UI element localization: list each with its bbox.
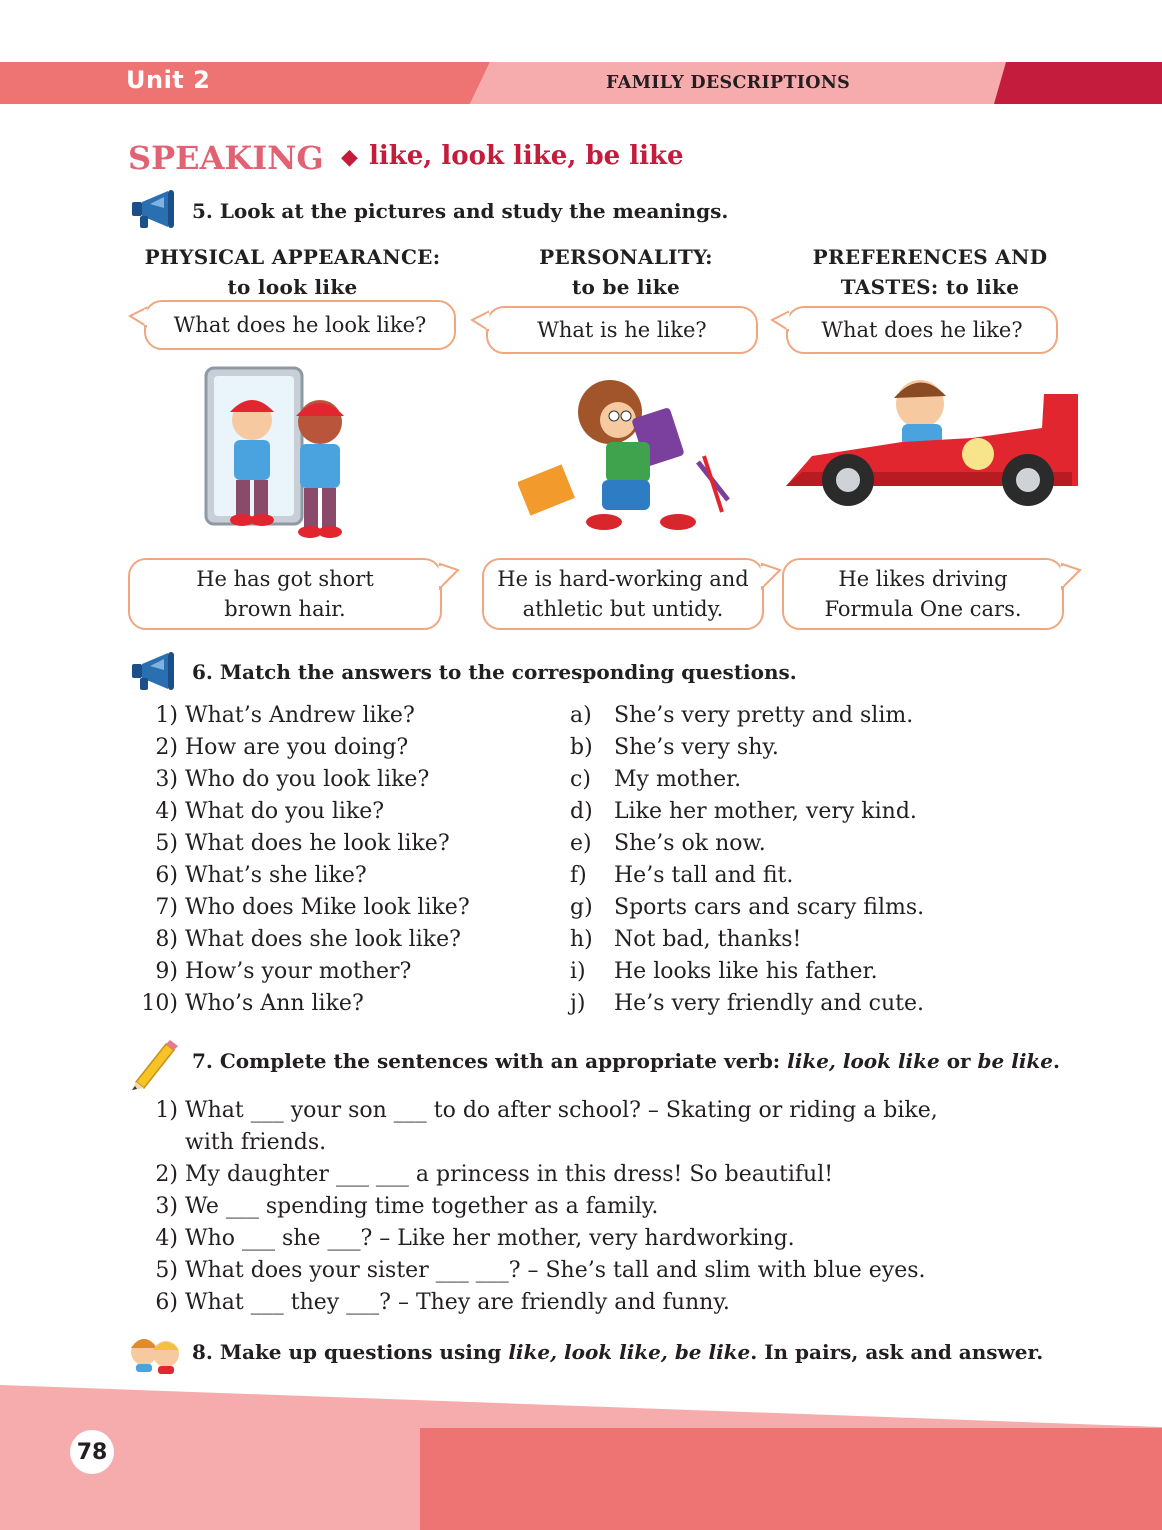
section-title: SPEAKING (128, 139, 324, 177)
question-bubble-3: What does he like? (786, 306, 1058, 354)
list-item: a) She’s very pretty and slim. (570, 703, 914, 728)
answer-bubble-1 (128, 558, 442, 630)
answer-3-line2: Formula One cars. (824, 597, 1022, 621)
answer-bubble-2 (482, 558, 764, 630)
list-item: 10) Who’s Ann like? (141, 991, 364, 1016)
ex8-instruction: 8. Make up questions using like, look like, be like. In pairs, ask and answer. (192, 1340, 1044, 1364)
busy-boy-illustration (518, 372, 740, 542)
list-item: b) She’s very shy. (570, 735, 779, 760)
header-band-left (0, 62, 490, 104)
list-item: c) My mother. (570, 767, 742, 792)
list-item: 4) Who ___ she ___? – Like her mother, very hardworking. (155, 1226, 795, 1251)
diamond-icon: ◆ (341, 145, 358, 170)
header-band-right (994, 62, 1162, 104)
list-item: j) He’s very friendly and cute. (570, 991, 924, 1016)
bubble-tail (470, 310, 490, 334)
ex6-answers (570, 700, 924, 1020)
section-subtitle: like, look like, be like (369, 141, 684, 171)
list-item: g) Sports cars and scary films. (570, 895, 925, 920)
megaphone-icon (130, 188, 182, 230)
ex6-questions (130, 700, 470, 1020)
unit-label: Unit 2 (126, 66, 211, 94)
racing-car-illustration (782, 368, 1082, 508)
footer-band-dark (420, 1428, 1162, 1530)
list-item: 5) What does he look like? (155, 831, 450, 856)
question-bubble-1: What does he look like? (144, 300, 456, 350)
page-number: 78 (70, 1430, 114, 1474)
ex7-instruction: 7. Complete the sentences with an appropriate verb: like, look like or be like. (192, 1049, 1060, 1073)
list-item: 3) We ___ spending time together as a family. (155, 1194, 659, 1219)
answer-bubble-3 (782, 558, 1064, 630)
list-item: with friends. (185, 1130, 327, 1155)
list-item: e) She’s ok now. (570, 831, 766, 856)
list-item: 1) What ___ your son ___ to do after school? – Skating or riding a bike, (155, 1098, 938, 1123)
list-item: i) He looks like his father. (570, 959, 878, 984)
list-item: 5) What does your sister ___ ___? – She’s tall and slim with blue eyes. (155, 1258, 926, 1283)
pencil-icon (128, 1038, 180, 1092)
list-item: 4) What do you like? (155, 799, 385, 824)
col1-heading-line2: to look like (227, 275, 358, 299)
bubble-tail (1060, 562, 1082, 592)
col3-heading-line2: TASTES: to like (840, 275, 1020, 299)
bubble-tail (760, 562, 782, 592)
bubble-tail (128, 306, 148, 330)
col2-heading-line1: PERSONALITY: (539, 245, 713, 269)
ex6-instruction: 6. Match the answers to the corresponding questions. (192, 660, 797, 684)
list-item: 7) Who does Mike look like? (155, 895, 470, 920)
question-bubble-2: What is he like? (486, 306, 758, 354)
answer-1-line1: He has got short (196, 567, 374, 591)
ex5-instruction: 5. Look at the pictures and study the meanings. (192, 199, 729, 223)
list-item: 1) What’s Andrew like? (155, 703, 415, 728)
list-item: 3) Who do you look like? (155, 767, 430, 792)
boy-mirror-illustration (200, 364, 370, 544)
answer-3-line1: He likes driving (838, 567, 1008, 591)
col1-heading-line1: PHYSICAL APPEARANCE: (144, 245, 441, 269)
list-item: 9) How’s your mother? (155, 959, 412, 984)
megaphone-icon (130, 650, 182, 692)
list-item: 2) How are you doing? (155, 735, 409, 760)
list-item: 2) My daughter ___ ___ a princess in this dress! So beautiful! (155, 1162, 834, 1187)
list-item: 6) What’s she like? (155, 863, 367, 888)
col3-heading (790, 242, 1070, 302)
list-item: h) Not bad, thanks! (570, 927, 802, 952)
ex7-sentences (130, 1095, 938, 1319)
answer-2-line2: athletic but untidy. (522, 597, 724, 621)
chapter-title: FAMILY DESCRIPTIONS (606, 73, 851, 93)
answer-2-line1: He is hard-working and (497, 567, 749, 591)
list-item: d) Like her mother, very kind. (570, 799, 917, 824)
bubble-tail (438, 562, 460, 592)
col2-heading-line2: to be like (572, 275, 680, 299)
col3-heading-line1: PREFERENCES AND (812, 245, 1048, 269)
list-item: f) He’s tall and fit. (570, 863, 794, 888)
list-item: 6) What ___ they ___? – They are friendly and funny. (155, 1290, 730, 1315)
answer-1-line2: brown hair. (224, 597, 346, 621)
pair-work-icon (126, 1330, 184, 1374)
bubble-tail (770, 310, 790, 334)
list-item: 8) What does she look like? (155, 927, 461, 952)
col1-heading (125, 242, 460, 302)
col2-heading (490, 242, 762, 302)
